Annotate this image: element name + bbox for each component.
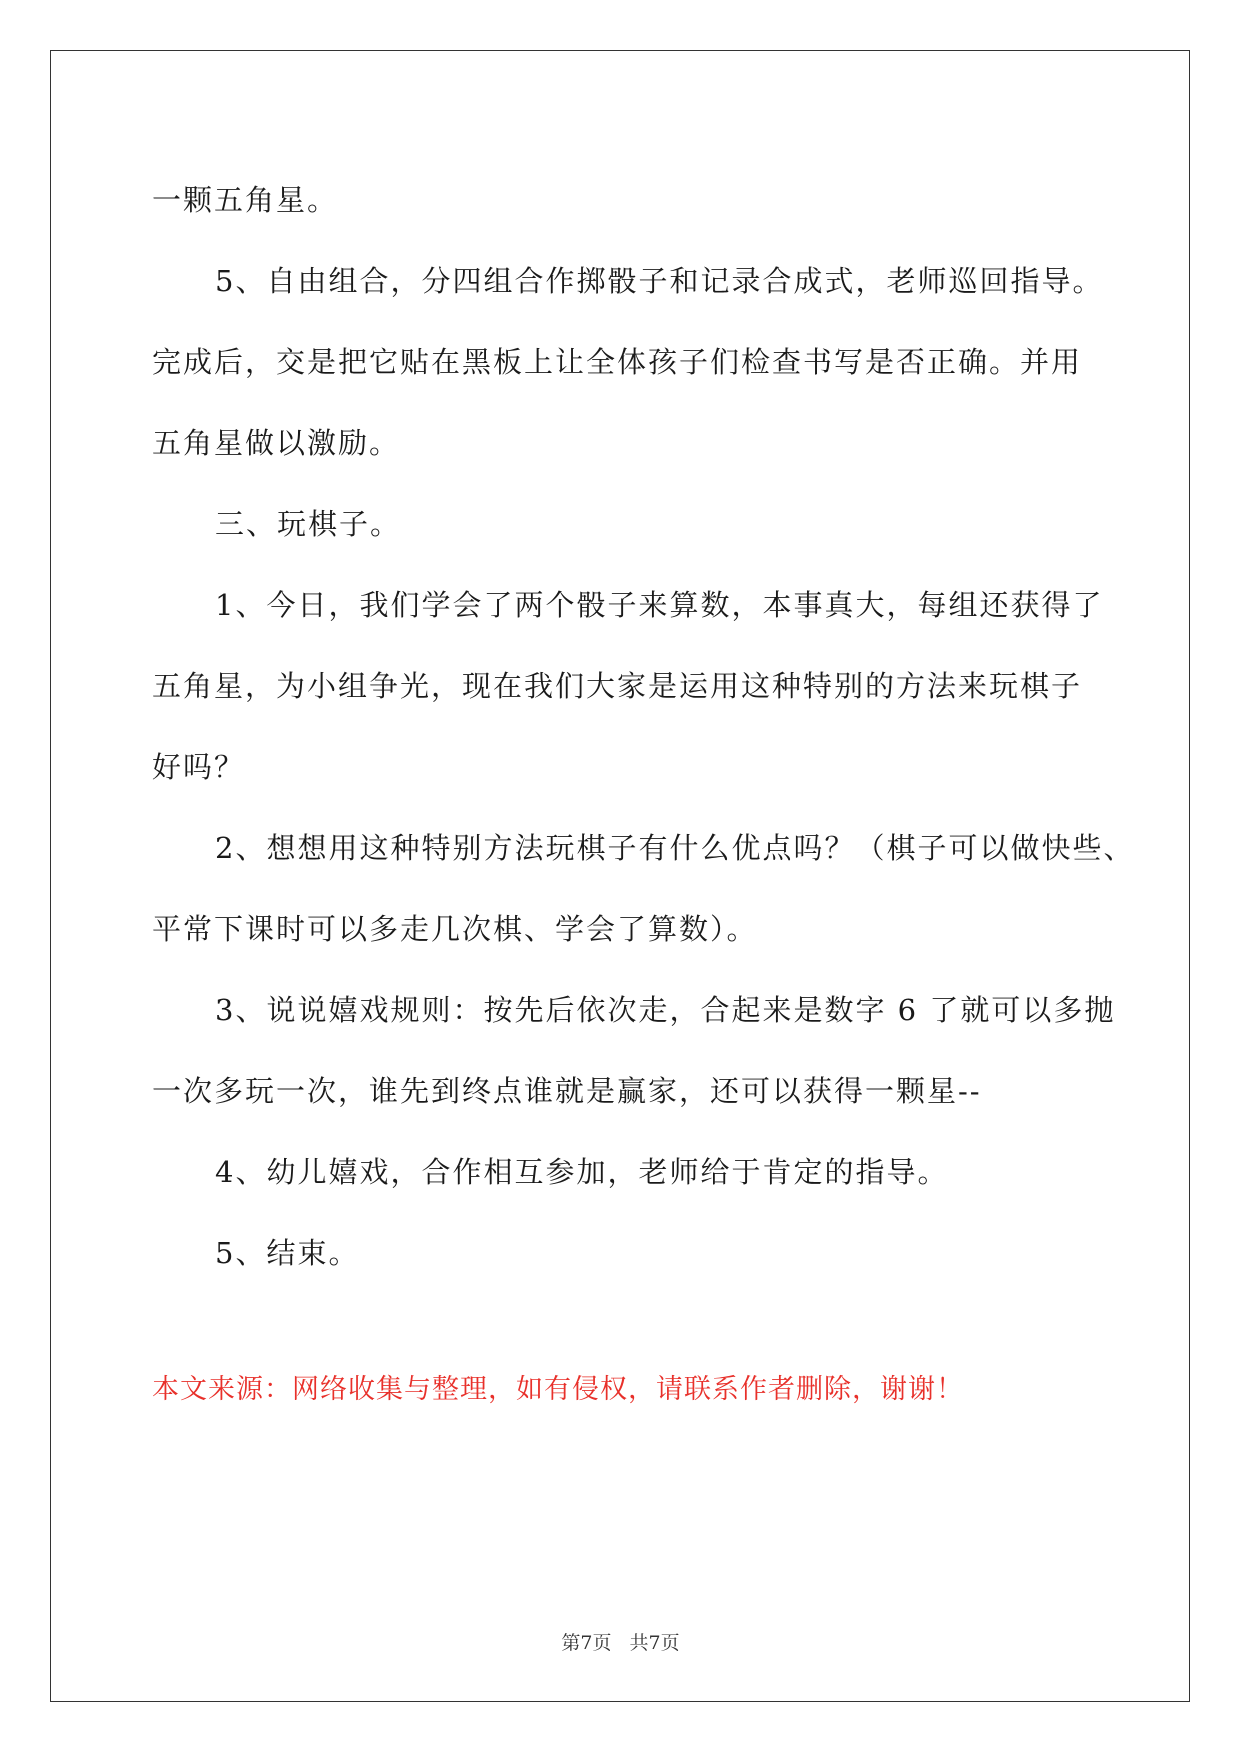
text-line: 三、玩棋子。 — [215, 507, 402, 541]
text-line: 完成后，交是把它贴在黑板上让全体孩子们检查书写是否正确。并用 — [152, 345, 1083, 379]
page-number-total: 共7页 — [629, 1632, 680, 1654]
text-line: 2、想想用这种特别方法玩棋子有什么优点吗？（棋子可以做快些、 — [215, 831, 1135, 865]
document-body — [152, 160, 1135, 1294]
text-line: 5、自由组合，分四组合作掷骰子和记录合成式，老师巡回指导。 — [215, 264, 1104, 298]
source-notice: 本文来源：网络收集与整理，如有侵权，请联系作者删除，谢谢！ — [152, 1374, 964, 1405]
text-line: 3、说说嬉戏规则：按先后依次走，合起来是数字 6 了就可以多抛 — [215, 993, 1116, 1027]
page-number-current: 第7页 — [561, 1632, 612, 1654]
text-line: 五角星，为小组争光，现在我们大家是运用这种特别的方法来玩棋子 — [152, 669, 1083, 703]
text-line: 4、幼儿嬉戏，合作相互参加，老师给于肯定的指导。 — [215, 1155, 949, 1189]
text-line: 好吗？ — [152, 750, 246, 784]
text-line: 五角星做以激励。 — [152, 426, 401, 460]
text-line: 一次多玩一次，谁先到终点谁就是赢家，还可以获得一颗星-- — [152, 1074, 982, 1108]
page-footer — [0, 1628, 1241, 1655]
text-line: 1、今日，我们学会了两个骰子来算数，本事真大，每组还获得了 — [215, 588, 1104, 622]
text-line: 平常下课时可以多走几次棋、学会了算数）。 — [152, 912, 758, 946]
text-line: 一颗五角星。 — [152, 183, 339, 217]
text-line: 5、结束。 — [215, 1236, 360, 1270]
